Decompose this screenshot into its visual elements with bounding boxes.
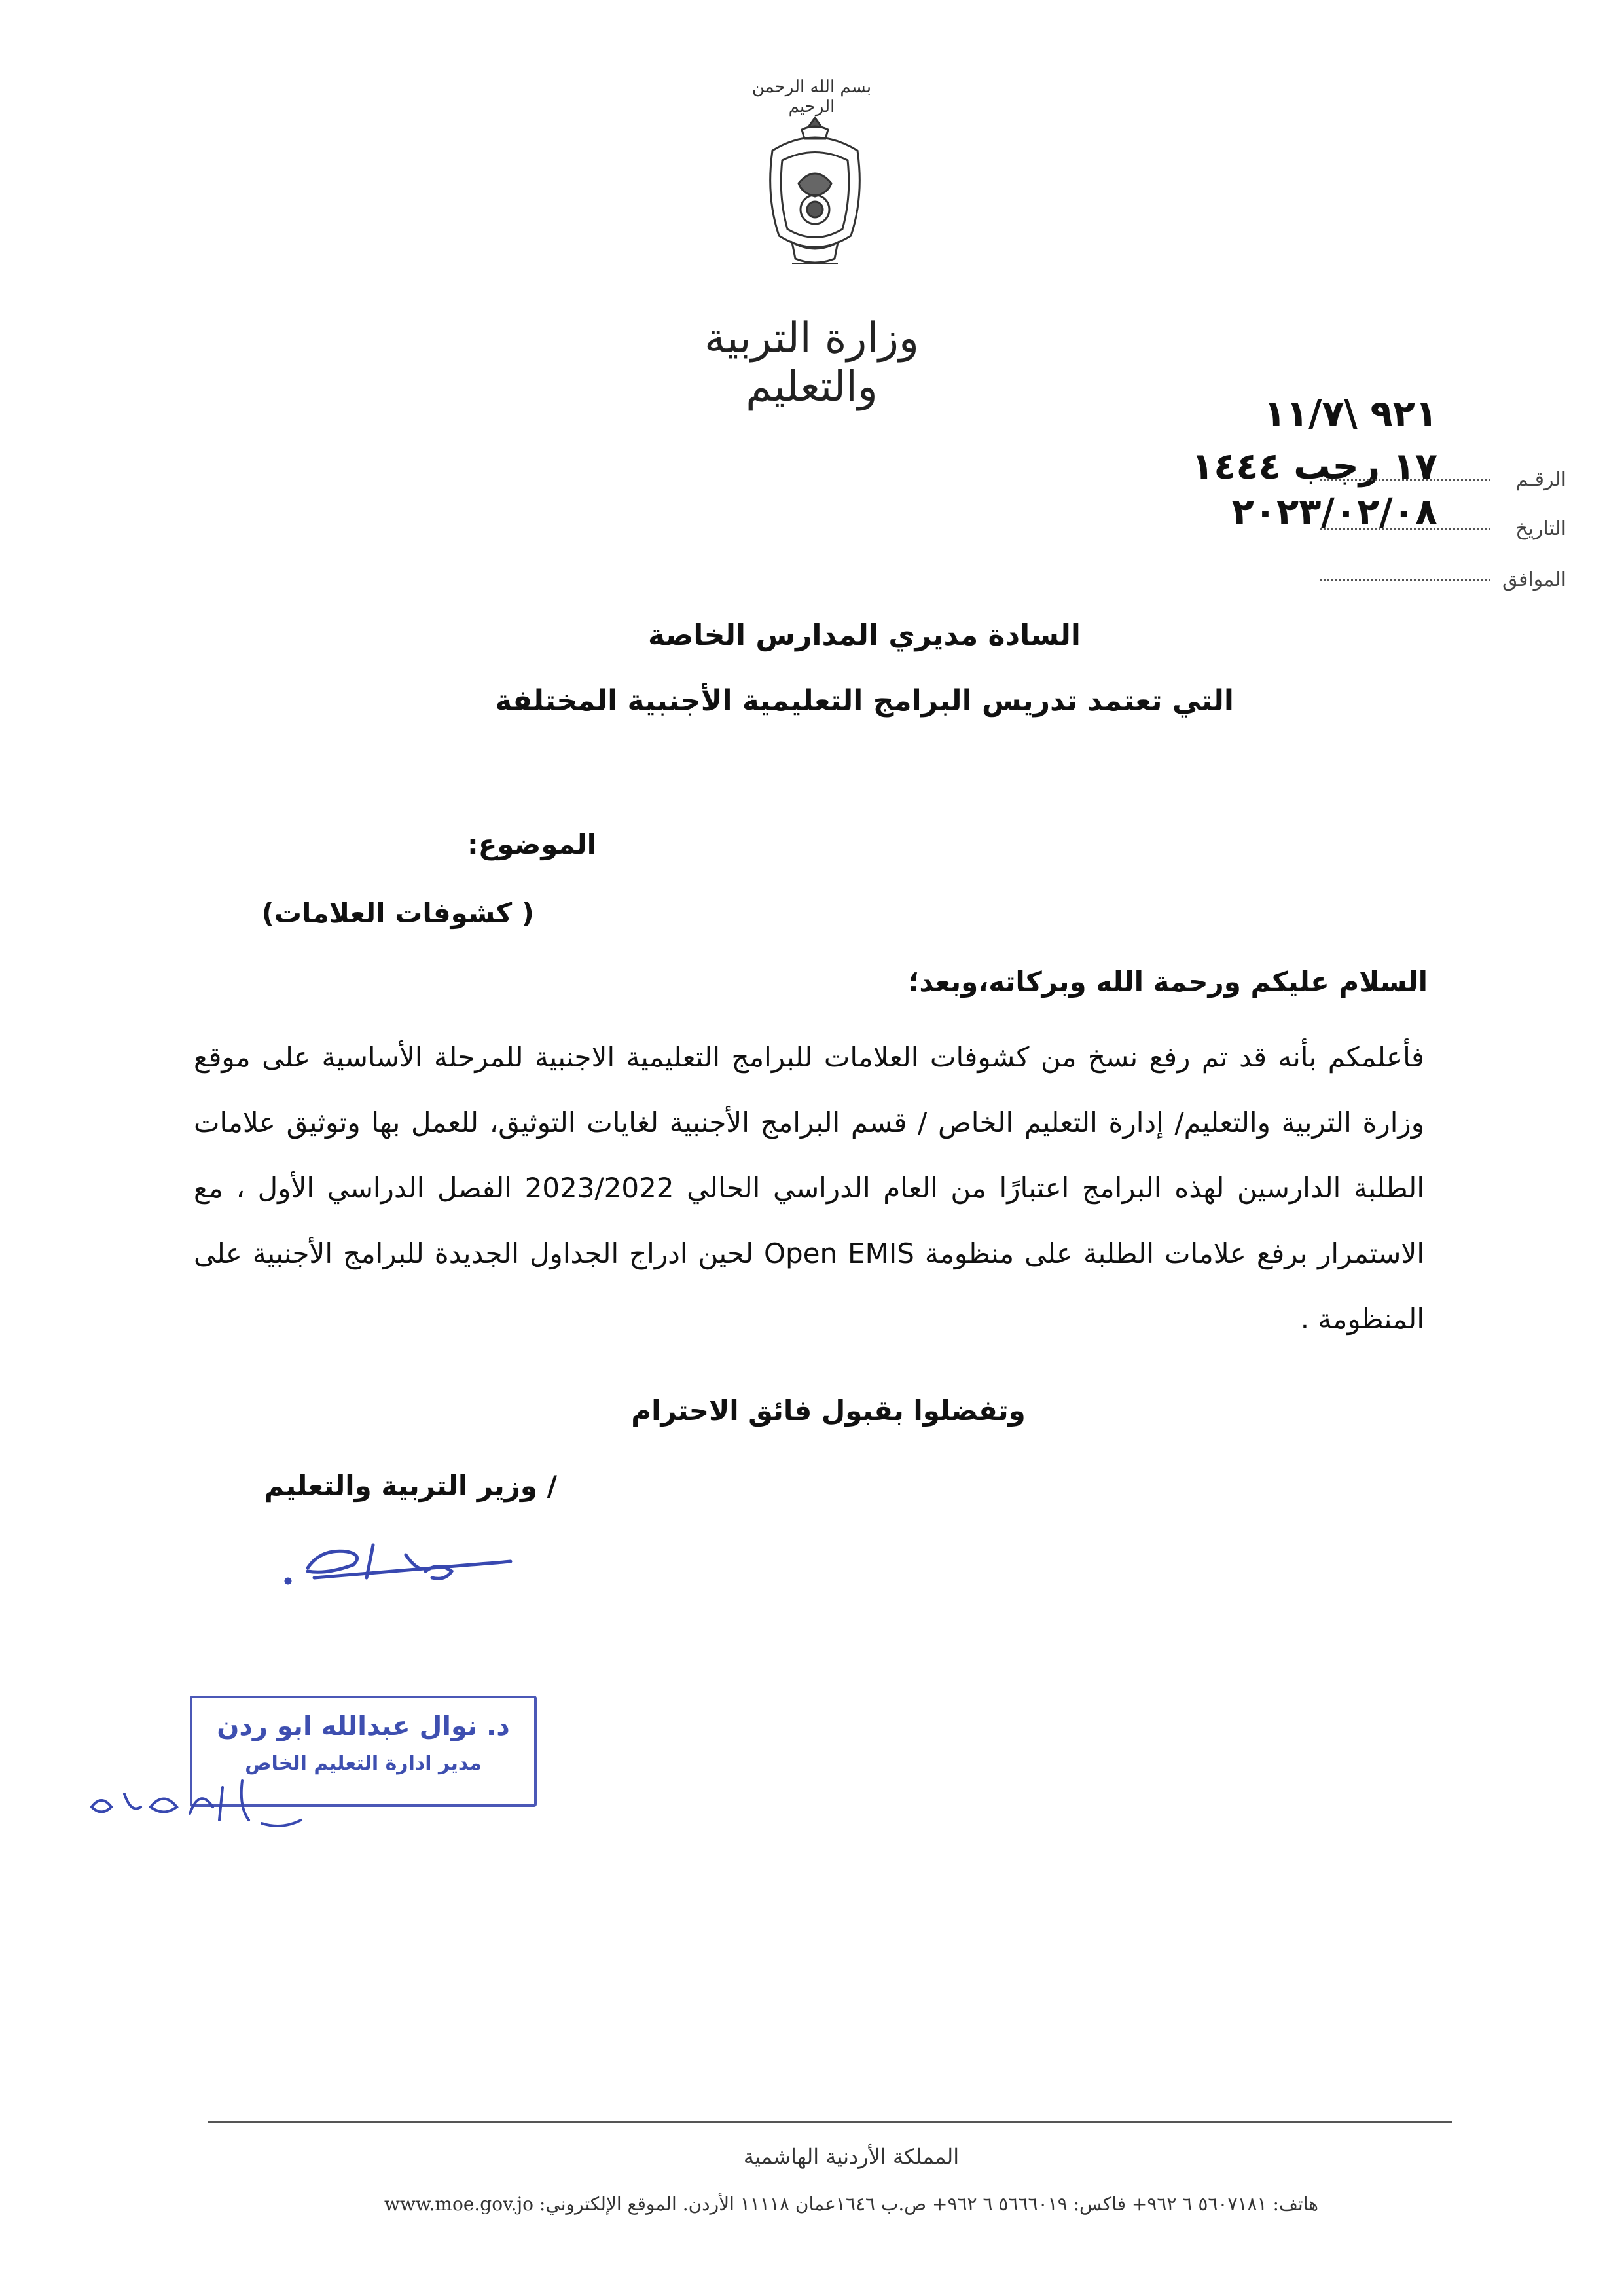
reference-number: ٩٢١ \١١/٧: [1263, 393, 1437, 435]
signature-icon: [275, 1519, 550, 1611]
hijri-date: ١٧ رجب ١٤٤٤: [1191, 445, 1437, 488]
footer-country: المملكة الأردنية الهاشمية: [743, 2144, 960, 2169]
footer-divider: [208, 2121, 1452, 2123]
handwritten-note-icon: [85, 1768, 321, 1840]
subject-label: الموضوع:: [467, 828, 596, 860]
addressee-line-1: السادة مديري المدارس الخاصة: [648, 619, 1081, 652]
basmala: بسم الله الرحمن الرحيم: [751, 77, 872, 117]
gregorian-date: ٢٠٢٣/٠٢/٠٨: [1231, 491, 1437, 534]
coat-of-arms-icon: [753, 111, 877, 282]
letter-body: فأعلمكم بأنه قد تم رفع نسخ من كشوفات العلامات للبرامج التعليمية الاجنبية للمرحلة الأساسية على موقع وزارة التربية والتعليم/ إدارة التعليم الخاص / قسم البرامج الأجنبية لغايات التوثيق، للعمل بها وتوثيق علامات الطلبة الدارسين لهذه البرامج اعتبارًا من العام الدراسي الحالي 2023/2022 الفصل الدراسي الأول ، مع الاستمرار برفع علامات الطلبة على منظومة Open EMIS لحين ادراج الجداول الجديدة للبرامج الأجنبية على المنظومة .: [194, 1041, 1424, 1335]
dotted-line: [1320, 479, 1490, 481]
stamp-title: مدير ادارة التعليم الخاص: [245, 1752, 482, 1775]
signer-title: / وزير التربية والتعليم: [264, 1470, 557, 1502]
number-label-text: الرقـم: [1515, 468, 1566, 491]
agreed-label: [1311, 568, 1566, 591]
closing-line: وتفضلوا بقبول فائق الاحترام: [631, 1394, 1026, 1427]
addressee-line-2: التي تعتمد تدريس البرامج التعليمية الأجنبية المختلفة: [495, 684, 1234, 718]
dotted-line: [1320, 528, 1490, 530]
reference-number-label: [1311, 468, 1566, 491]
ministry-title: وزارة التربية والتعليم: [704, 314, 919, 411]
footer-contact: هاتف: ٥٦٠٧١٨١ ٦ ٩٦٢+ فاكس: ٥٦٦٦٠١٩ ٦ ٩٦٢+ ص.ب ١٦٤٦عمان ١١١١٨ الأردن. الموقع الإلكتروني: www.moe.gov.jo: [384, 2193, 1319, 2215]
date-label-text: التاريخ: [1515, 517, 1566, 540]
agreed-label-text: الموافق: [1502, 568, 1566, 591]
subject-text: ( كشوفات العلامات): [261, 897, 534, 929]
date-label: [1311, 517, 1566, 540]
dotted-line: [1320, 579, 1490, 581]
stamp-name: د. نوال عبدالله ابو ردن: [217, 1711, 510, 1741]
greeting: السلام عليكم ورحمة الله وبركاته،وبعد؛: [908, 966, 1428, 998]
